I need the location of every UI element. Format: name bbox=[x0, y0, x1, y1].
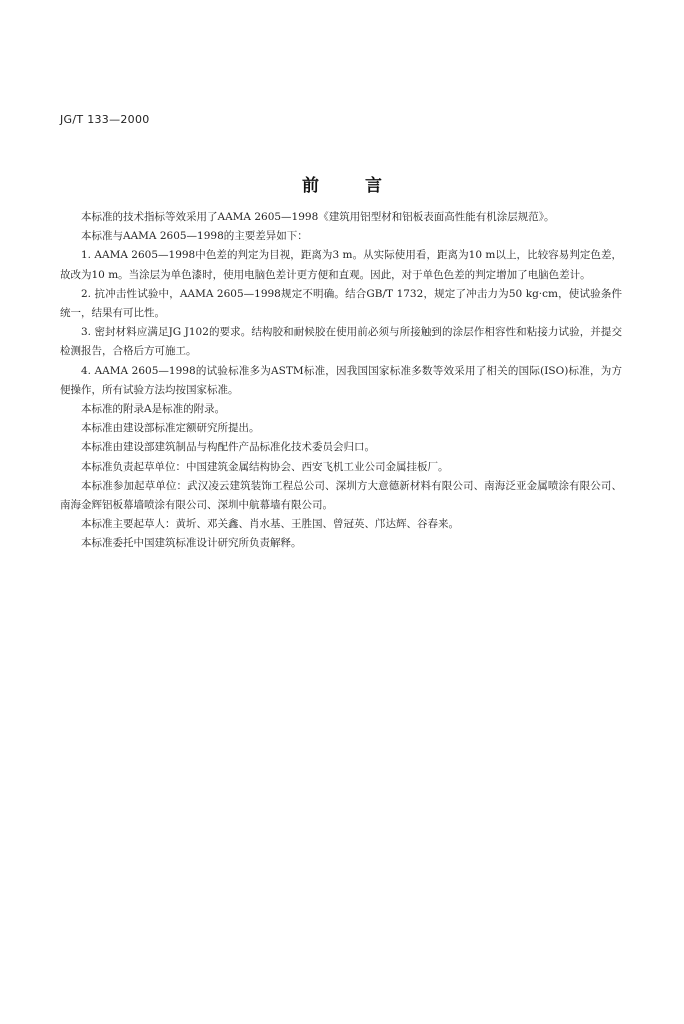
paragraph: 本标准的技术指标等效采用了AAMA 2605—1998《建筑用铝型材和铝板表面高性能有机涂层规范》。 bbox=[81, 211, 555, 223]
paragraph: 本标准的附录A是标准的附录。 bbox=[81, 403, 226, 416]
paragraph: 本标准由建设部标准定额研究所提出。 bbox=[81, 422, 260, 435]
paragraph: 本标准与AAMA 2605—1998的主要差异如下： bbox=[81, 230, 308, 243]
paragraph: 本标准负责起草单位：中国建筑金属结构协会、西安飞机工业公司金属挂板厂。 bbox=[81, 460, 449, 473]
paragraph: 2. 抗冲击性试验中，AAMA 2605—1998规定不明确。结合GB/T 1732，规定了冲击力为50 kg·cm，使试验条件统一，结果有可比性。 bbox=[60, 287, 622, 320]
paragraph: 本标准主要起草人：黄圻、邓关鑫、肖水基、王胜国、曾冠英、邝达辉、谷春来。 bbox=[81, 518, 459, 531]
paragraph: 1. AAMA 2605—1998中色差的判定为目视，距离为3 m。从实际使用看，距离为10 m以上，比较容易判定色差，故改为10 m。当涂层为单色漆时，使用电脑色差计更方便和直观。因此，对于单色色差的判定增加了电脑色差计。 bbox=[60, 249, 622, 281]
paragraph: 4. AAMA 2605—1998的试验标准多为ASTM标准，因我国国家标准多数等效采用了相关的国际(ISO)标准，为方便操作，所有试验方法均按国家标准。 bbox=[60, 364, 622, 396]
paragraph: 本标准参加起草单位：武汉凌云建筑装饰工程总公司、深圳方大意德新材料有限公司、南海泛亚金属喷涂有限公司、南海金辉铝板幕墙喷涂有限公司、深圳中航幕墙有限公司。 bbox=[60, 479, 622, 512]
paragraph: 本标准由建设部建筑制品与构配件产品标准化技术委员会归口。 bbox=[81, 441, 375, 454]
paragraph: 本标准委托中国建筑标准设计研究所负责解释。 bbox=[81, 537, 302, 550]
paragraph: 3. 密封材料应满足JG J102的要求。结构胶和耐候胶在使用前必须与所接触到的涂层作相容性和粘接力试验，并提交检测报告，合格后方可施工。 bbox=[60, 326, 622, 358]
page-title: 前言 bbox=[302, 176, 428, 196]
standard-code: JG/T 133—2000 bbox=[60, 113, 150, 126]
foreword-body bbox=[60, 208, 622, 554]
